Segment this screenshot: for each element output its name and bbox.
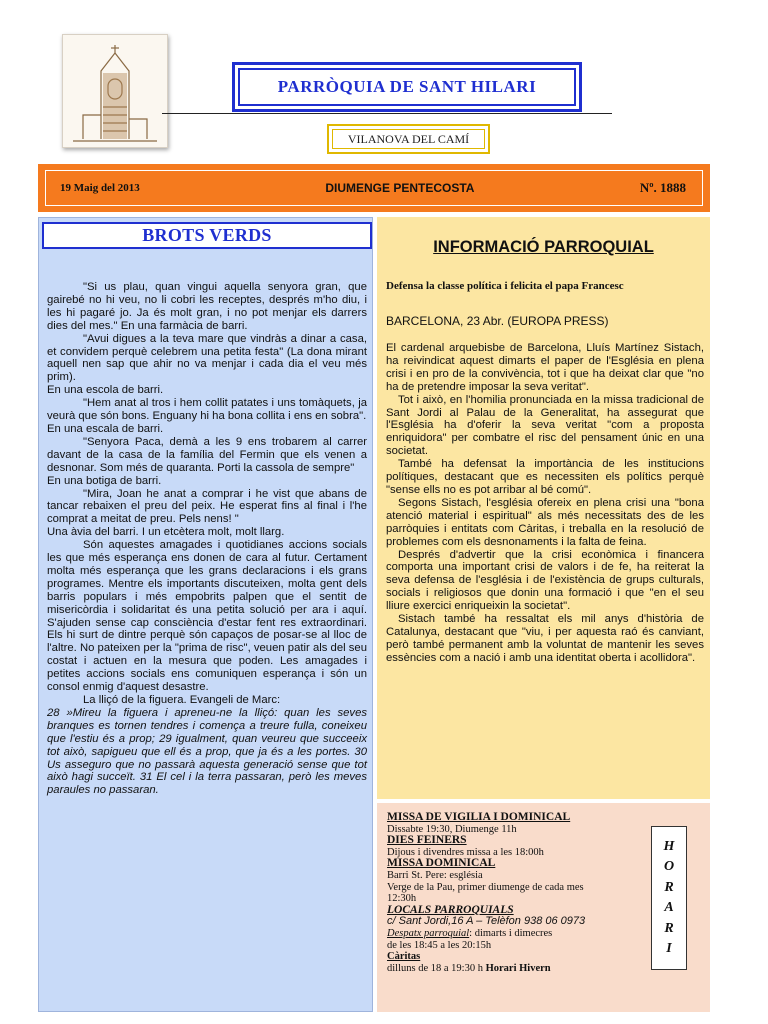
sunday-line: 12:30h — [387, 893, 417, 905]
issue-number: Nº. 1888 — [639, 180, 686, 195]
church-tower-icon — [63, 35, 167, 147]
city-name: VILANOVA DEL CAMÍ — [347, 131, 470, 146]
article-paragraph: Són aquestes amagades i quotidianes accions socials les que més esperança ens donen de cara al futur. Certament molta més esperança que les grans declaracions i els grans programes. Mentre els importants discuteixen, molta gent dels barris populars i més empobrits palpen que el sentit de misericòrdia i solidaritat és una petita solució per ara i aquí. S'ajuden sense cap consciència d'estar fent res extraordinari. Els hi surt de dintre perquè són capaços de posar-se al lloc de l'altre. No pateixen per la "prima de risc", veuen patir als del seu costat i actuen en la mesura que poden. Les amagades i petites accions socials ens comuniquen esperança i són un consol enmig d'aquest desastre. — [47, 539, 367, 694]
feast-name: DIUMENGE PENTECOSTA — [325, 181, 475, 195]
brots-verds-title: BROTS VERDS — [142, 225, 272, 245]
article-paragraph: El cardenal arquebisbe de Barcelona, Lluís Martínez Sistach, ha reivindicat aquest dimarts el paper de l'Església en plena crisi i en pro de la convivència, tot i que ha deixat clar que "no ha de pretendre imposar la seva veritat". — [386, 342, 704, 393]
title-rule — [162, 113, 612, 114]
article-paragraph: "Avui digues a la teva mare que vindràs a dinar a casa, et convidem perquè celebrem una petita festa" (La dona mirant aquell nen sap que ahir no va menjar i cada dia el veu més prim). — [47, 332, 367, 384]
horari-letter: I — [666, 941, 672, 957]
article-paragraph: Tot i això, en l'homilia pronunciada en la missa tradicional de Sant Jordi al Palau de la Generalitat, ha assegurat que l'Església ha d'oferir la seva veritat "com a proposta enriquidora" per combatre el risc del pensament únic en una societat. — [386, 393, 704, 458]
parish-info-dateline: BARCELONA, 23 Abr. (EUROPA PRESS) — [386, 314, 609, 328]
brots-verds-header — [42, 222, 372, 249]
horari-letter: H — [663, 838, 675, 854]
article-paragraph: "Senyora Paca, demà a les 9 ens trobarem al carrer davant de la casa de la família del Fermin que els venen a desnonar. Som més de quaranta. Porti la cassola de sempre" — [47, 435, 367, 474]
office-line — [387, 928, 647, 940]
horari-letter: R — [664, 920, 674, 936]
office-times: : dimarts i dimecres — [469, 927, 553, 939]
article-paragraph: En una botiga de barri. — [47, 474, 162, 487]
city-box — [327, 124, 490, 154]
parish-address: c/ Sant Jordi,16 A – Telèfon 938 06 0973 — [387, 915, 586, 928]
article-paragraph: També ha defensat la importància de les institucions polítiques, destacant que es necessiten els polítics perquè "sense ells no es pot arribar al bé comú". — [386, 458, 704, 496]
article-paragraph: La lliçó de la figuera. Evangeli de Marc: — [83, 694, 281, 706]
article-paragraph: Segons Sistach, l'església ofereix en plena crisi una "bona atenció material i espiritual" als més necessitats des de les parròquies i entitats com Càritas, i treballa en la resolució de problemes com els desnonaments i la falta de feina. — [386, 496, 704, 548]
parish-title-box — [232, 62, 582, 112]
caritas-label: Càritas — [387, 951, 421, 963]
parish-logo — [62, 34, 168, 148]
sunday-line: Verge de la Pau, primer diumenge de cada mes — [387, 881, 584, 893]
weekday-times: Dijous i divendres missa a les 18:00h — [387, 846, 544, 858]
article-paragraph: En una escola de barri. — [47, 384, 164, 397]
article-paragraph: Sistach també ha ressaltat els mil anys d'història de Catalunya, destacant que "viu, i per aquesta raó és canviant, però també permanent amb la voluntat de mantenir les seves essències com a nació i amb una identitat oberta i acollidora". — [386, 613, 704, 664]
issue-banner — [38, 164, 710, 212]
horari-letter: A — [664, 900, 674, 916]
office-label: Despatx parroquial — [387, 927, 470, 939]
caritas-times: dilluns de 18 a 19:30 h — [387, 962, 483, 974]
horari-letter: O — [663, 859, 675, 875]
issue-date: 19 Maig del 2013 — [60, 182, 140, 194]
brots-verds-article — [47, 281, 367, 797]
locals-heading: LOCALS PARROQUIALS — [387, 903, 514, 916]
article-paragraph: "Si us plau, quan vingui aquella senyora gran, que gairebé no hi veu, no li cobri les receptes, després m'ho diu, i les hi pagaré jo. Ja és molt gran, i no pot menjar els darrers dies del mes." En una farmàcia de barri. — [47, 281, 367, 332]
article-paragraph: "Hem anat al tros i hem collit patates i uns tomàquets, ja veurà que són bons. Enguany hi ha bona collita i ens en sobra". — [47, 397, 367, 423]
caritas-line — [387, 963, 647, 975]
parish-info-article — [386, 342, 704, 665]
vigil-heading: MISSA DE VIGILIA I DOMINICAL — [387, 811, 571, 823]
mass-schedule — [387, 812, 647, 974]
weekday-heading: DIES FEINERS — [387, 834, 467, 847]
article-paragraph: En una escala de barri. — [47, 422, 164, 435]
parish-title: PARRÒQUIA DE SANT HILARI — [277, 77, 537, 96]
horari-vertical-label — [651, 826, 687, 970]
article-paragraph: Una àvia del barri. I un etcètera molt, molt llarg. — [47, 526, 285, 539]
sunday-heading: MISSA DOMINICAL — [387, 857, 496, 870]
winter-hours-label: Horari Hivern — [485, 962, 551, 974]
parish-info-subtitle: Defensa la classe política i felicita el papa Francesc — [386, 280, 624, 292]
vigil-times: Dissabte 19:30, Diumenge 11h — [387, 823, 517, 835]
parish-info-title: INFORMACIÓ PARROQUIAL — [433, 238, 654, 256]
article-paragraph: Després d'advertir que la crisi econòmica i financera comporta una important crisi de valors i de fe, ha reiterat la seva defensa de l'església i de l'existència de grups culturals, socials i religiosos que donin una formació i que "en el seu lliure exercici enriqueixin la societat". — [386, 548, 704, 613]
horari-letter: R — [664, 879, 674, 895]
gospel-quote: 28 »Mireu la figuera i apreneu-ne la lliçó: quan les seves branques es tornen tendres i comença a treure fulla, coneixeu que l'estiu és a prop; 29 igualment, quan veureu que succeeix tot això, sapigueu que ell és a prop, que ja és a les portes. 30 Us asseguro que no passarà aquesta generació sense que tot això hagi succeït. 31 El cel i la terra passaran, però les meves paraules no passaran. — [47, 706, 367, 797]
article-paragraph: "Mira, Joan he anat a comprar i he vist que abans de tancar rebaixen el preu del peix. He esperat fins al final i l'he comprat a meitat de preu. Pels nens! " — [47, 487, 367, 526]
sunday-line: Barri St. Pere: església — [387, 869, 483, 881]
office-hours: de les 18:45 a les 20:15h — [387, 939, 492, 951]
